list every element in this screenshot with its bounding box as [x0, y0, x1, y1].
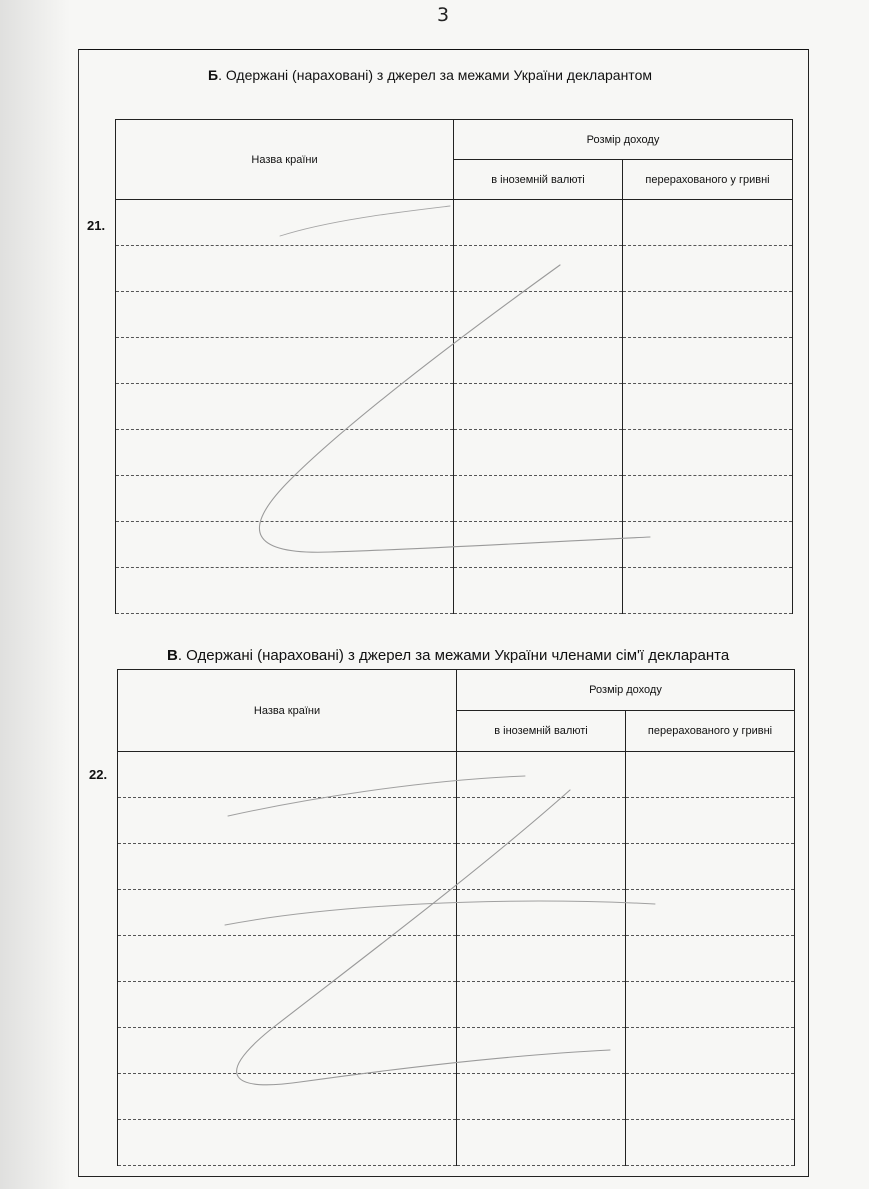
section-v-title-text: . Одержані (нараховані) з джерел за межами України членами сім'ї декларанта: [177, 647, 730, 664]
foreign-currency-cell[interactable]: [454, 522, 623, 568]
uah-cell[interactable]: [623, 522, 793, 568]
uah-cell[interactable]: [623, 338, 793, 384]
country-cell[interactable]: [118, 1120, 457, 1166]
country-cell[interactable]: [116, 430, 454, 476]
country-cell[interactable]: [118, 752, 457, 798]
foreign-currency-cell[interactable]: [454, 246, 623, 292]
uah-cell[interactable]: [626, 1120, 795, 1166]
page-number: 3: [437, 4, 450, 26]
column-header-country: Назва країни: [116, 120, 454, 200]
uah-cell[interactable]: [623, 246, 793, 292]
section-b-title: [208, 67, 652, 83]
country-cell[interactable]: [116, 338, 454, 384]
country-cell[interactable]: [116, 200, 454, 246]
table-row: [116, 476, 793, 522]
table-row: [118, 844, 795, 890]
foreign-currency-cell[interactable]: [457, 890, 626, 936]
country-cell[interactable]: [116, 568, 454, 614]
column-header-foreign-currency: в іноземній валюті: [454, 160, 623, 200]
table-row: [116, 384, 793, 430]
uah-cell[interactable]: [626, 844, 795, 890]
scan-shadow: [0, 0, 70, 1189]
foreign-currency-cell[interactable]: [454, 338, 623, 384]
foreign-currency-cell[interactable]: [457, 752, 626, 798]
table-row: [116, 568, 793, 614]
foreign-currency-cell[interactable]: [457, 1120, 626, 1166]
uah-cell[interactable]: [623, 430, 793, 476]
table-row: [118, 1074, 795, 1120]
table-row: [118, 982, 795, 1028]
country-cell[interactable]: [116, 522, 454, 568]
column-header-foreign-currency: в іноземній валюті: [457, 711, 626, 752]
foreign-currency-cell[interactable]: [454, 200, 623, 246]
uah-cell[interactable]: [623, 292, 793, 338]
column-header-income-size: Розмір доходу: [454, 120, 793, 160]
foreign-currency-cell[interactable]: [457, 1074, 626, 1120]
foreign-currency-cell[interactable]: [454, 476, 623, 522]
table-row: [116, 200, 793, 246]
section-v-row-number: 22.: [89, 767, 108, 782]
column-header-country: Назва країни: [118, 670, 457, 752]
section-b-table: [115, 119, 793, 614]
column-header-income-size: Розмір доходу: [457, 670, 795, 711]
foreign-currency-cell[interactable]: [457, 936, 626, 982]
uah-cell[interactable]: [626, 1028, 795, 1074]
uah-cell[interactable]: [626, 936, 795, 982]
section-v-letter: В: [167, 647, 178, 664]
foreign-currency-cell[interactable]: [457, 1028, 626, 1074]
column-header-uah: перерахованого у гривні: [623, 160, 793, 200]
country-cell[interactable]: [118, 798, 457, 844]
section-v-title: [167, 647, 729, 664]
country-cell[interactable]: [118, 982, 457, 1028]
uah-cell[interactable]: [626, 982, 795, 1028]
country-cell[interactable]: [116, 292, 454, 338]
table-row: [118, 752, 795, 798]
uah-cell[interactable]: [626, 798, 795, 844]
section-b-title-text: . Одержані (нараховані) з джерел за межами України декларантом: [218, 67, 652, 83]
foreign-currency-cell[interactable]: [457, 798, 626, 844]
table-row: [118, 936, 795, 982]
column-header-uah: перерахованого у гривні: [626, 711, 795, 752]
uah-cell[interactable]: [623, 568, 793, 614]
uah-cell[interactable]: [626, 1074, 795, 1120]
uah-cell[interactable]: [626, 752, 795, 798]
section-v-table: [117, 669, 795, 1166]
uah-cell[interactable]: [623, 384, 793, 430]
country-cell[interactable]: [118, 1074, 457, 1120]
table-row: [116, 338, 793, 384]
table-row: [118, 890, 795, 936]
table-row: [116, 522, 793, 568]
table-row: [118, 1120, 795, 1166]
uah-cell[interactable]: [626, 890, 795, 936]
country-cell[interactable]: [118, 1028, 457, 1074]
country-cell[interactable]: [118, 844, 457, 890]
table-row: [116, 430, 793, 476]
table-row: [116, 292, 793, 338]
foreign-currency-cell[interactable]: [454, 568, 623, 614]
foreign-currency-cell[interactable]: [457, 844, 626, 890]
foreign-currency-cell[interactable]: [454, 384, 623, 430]
country-cell[interactable]: [116, 384, 454, 430]
uah-cell[interactable]: [623, 200, 793, 246]
country-cell[interactable]: [118, 936, 457, 982]
table-row: [118, 1028, 795, 1074]
table-row: [116, 246, 793, 292]
table-row: [118, 798, 795, 844]
uah-cell[interactable]: [623, 476, 793, 522]
country-cell[interactable]: [118, 890, 457, 936]
section-b-row-number: 21.: [87, 218, 106, 233]
foreign-currency-cell[interactable]: [454, 292, 623, 338]
foreign-currency-cell[interactable]: [457, 982, 626, 1028]
country-cell[interactable]: [116, 476, 454, 522]
country-cell[interactable]: [116, 246, 454, 292]
foreign-currency-cell[interactable]: [454, 430, 623, 476]
section-b-letter: Б: [208, 67, 219, 83]
